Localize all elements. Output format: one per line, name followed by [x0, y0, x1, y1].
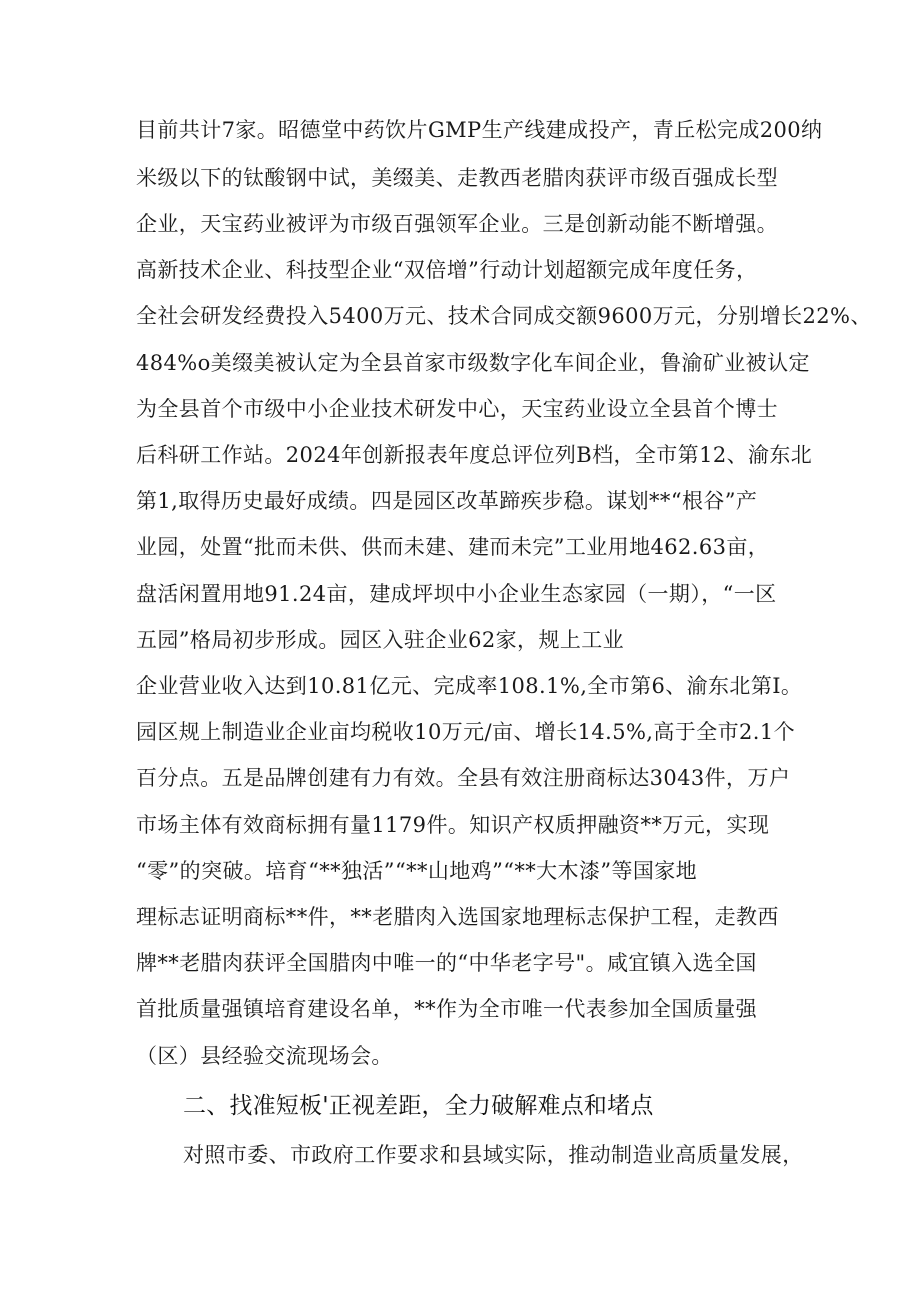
body-line-4: 高新技术企业、科技型企业“双倍增”行动计划超额完成年度任务， [136, 258, 758, 282]
body-line-17: “零”的突破。培育“**独活”“**山地鸡”“**大木漆”等国家地 [136, 859, 698, 883]
body-line-21: （区）县经验交流现场会。 [136, 1044, 393, 1068]
body-line-16: 市场主体有效商标拥有量1179件。知识产权质押融资**万元，实现 [136, 813, 770, 837]
body-line-5: 全社会研发经费投入5400万元、技术合同成交额9600万元，分别增长22%、 [136, 304, 872, 328]
body-line-9: 第1,取得历史最好成绩。四是园区改革蹄疾步稳。谋划**“根谷”产 [136, 489, 758, 513]
section-heading: 二、找准短板'正视差距，全力破解难点和堵点 [183, 1093, 654, 1119]
body-line-13: 企业营业收入达到10.81亿元、完成率108.1%,全市第6、渝东北第I。 [136, 674, 803, 698]
body-line-2: 米级以下的钛酸钢中试，美缀美、走教西老腊肉获评市级百强成长型 [136, 166, 778, 190]
body-line-12: 五园”格局初步形成。园区入驻企业62家，规上工业 [136, 628, 625, 652]
body-line-19: 牌**老腊肉获评全国腊肉中唯一的“中华老字号"。咸宜镇入选全国 [136, 951, 757, 975]
body-line-20: 首批质量强镇培育建设名单，**作为全市唯一代表参加全国质量强 [136, 997, 757, 1021]
body-line-11: 盘活闲置用地91.24亩，建成坪坝中小企业生态家园（一期），“一区 [136, 582, 777, 606]
body-line-6: 484%o美缀美被认定为全县首家市级数字化车间企业，鲁渝矿业被认定 [136, 351, 810, 375]
body-line-3: 企业，天宝药业被评为市级百强领军企业。三是创新动能不断增强。 [136, 212, 778, 236]
body-line-7: 为全县首个市级中小企业技术研发中心，天宝药业设立全县首个博士 [136, 397, 778, 421]
body-line-10: 业园，处置“批而未供、供而未建、建而未完”工业用地462.63亩， [136, 535, 770, 559]
body-line-14: 园区规上制造业企业亩均税收10万元/亩、增长14.5%,高于全市2.1个 [136, 720, 795, 744]
body-line-15: 百分点。五是品牌创建有力有效。全县有效注册商标达3043件，万户 [136, 766, 791, 790]
section-first-line: 对照市委、市政府工作要求和县域实际，推动制造业高质量发展， [183, 1143, 804, 1167]
body-line-18: 理标志证明商标**件，**老腊肉入选国家地理标志保护工程，走教西 [136, 905, 779, 929]
body-line-8: 后科研工作站。2024年创新报表年度总评位列B档，全市第12、渝东北 [136, 443, 813, 467]
body-line-1: 目前共计7家。昭德堂中药饮片GMP生产线建成投产，青丘松完成200纳 [136, 118, 823, 142]
